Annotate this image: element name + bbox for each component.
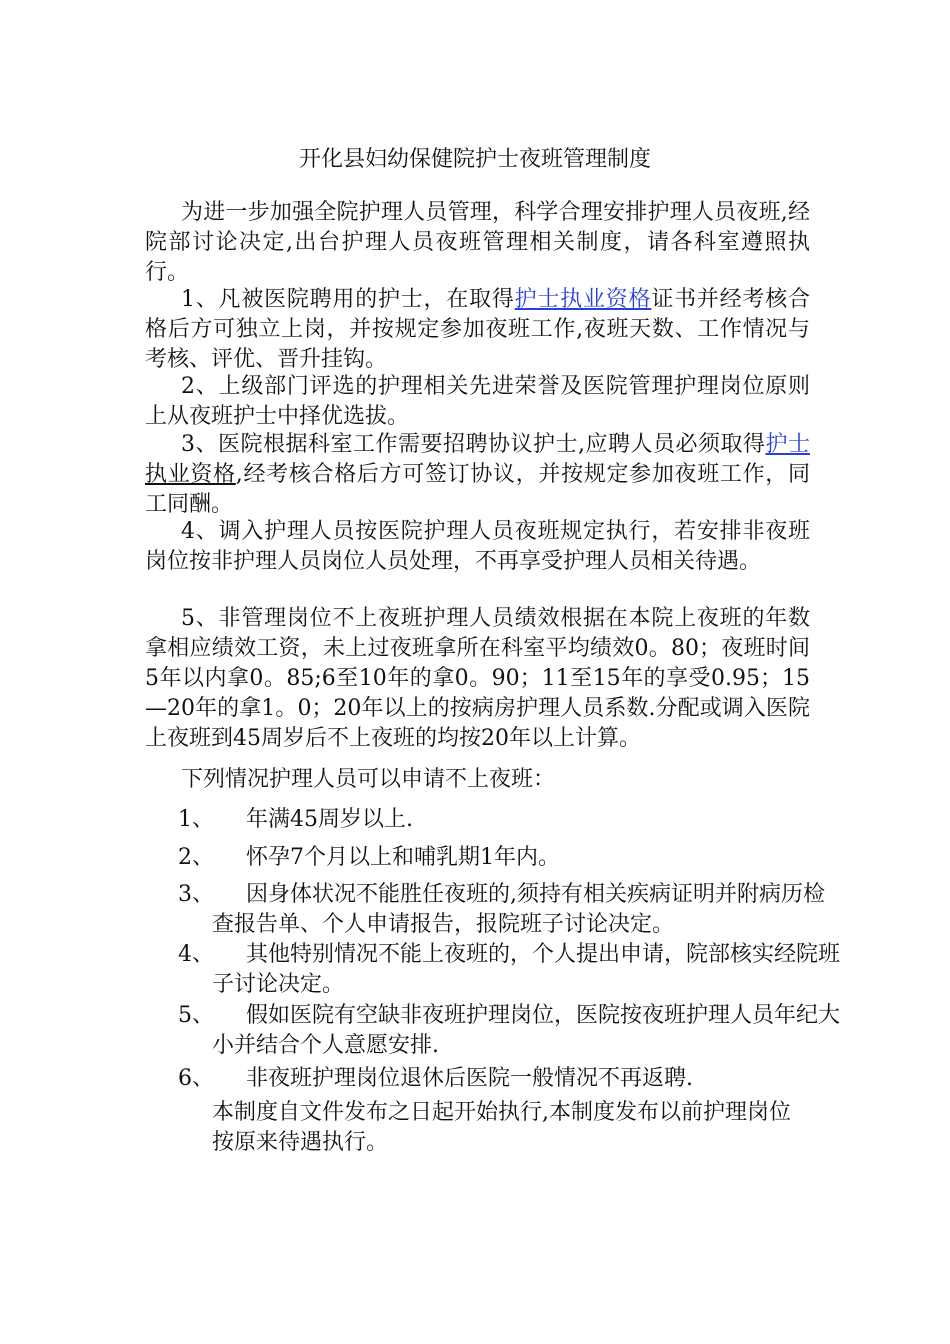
exemption-text: 因身体状况不能胜任夜班的,须持有相关疾病证明并附病历检查报告单、个人申请报告，报院班子讨论决定。 [212,882,825,937]
intro-paragraph: 为进一步加强全院护理人员管理，科学合理安排护理人员夜班,经院部讨论决定,出台护理人员夜班管理相关制度，请各科室遵照执行。 [145,200,810,285]
rule-paragraph-4: 4、调入护理人员按医院护理人员夜班规定执行，若安排非夜班岗位按非护理人员岗位人员处理，不再享受护理人员相关待遇。 [145,519,810,574]
exemption-text: 年满45周岁以上. [246,807,413,832]
exemption-item [178,805,844,835]
rule-3-text-before: 3、医院根据科室工作需要招聘协议护士,应聘人员必须取得 [181,432,766,457]
exemption-text: 假如医院有空缺非夜班护理岗位，医院按夜班护理人员年纪大小并结合个人意愿安排. [212,1003,841,1058]
exemption-item [178,880,844,940]
closing-paragraph: 本制度自文件发布之日起开始执行,本制度发布以前护理岗位按原来待遇执行。 [212,1100,791,1155]
exemption-number: 5、 [178,1003,214,1028]
rule-1-text-after: 证书并经考核合格后方可独立上岗，并按规定参加夜班工作,夜班天数、工作情况与考核、评优、晋升挂钩。 [145,287,810,372]
rule-paragraph-2: 2、上级部门评选的护理相关先进荣誉及医院管理护理岗位原则上从夜班护士中择优选拔。 [145,374,810,429]
exemption-number: 1、 [178,807,214,832]
rule-paragraph-5: 5、非管理岗位不上夜班护理人员绩效根据在本院上夜班的年数拿相应绩效工资，未上过夜班拿所在科室平均绩效0。80；夜班时间5年以内拿0。85;6至10年的拿0。90；11至15年的享受0.95；15—20年的拿1。0；20年以上的按病房护理人员系数.分配或调入医院上夜班到45周岁后不上夜班的均按20年以上计算。 [145,606,810,751]
rule-paragraph-1 [145,285,810,375]
exemption-item [178,1001,844,1061]
exemption-text: 其他特别情况不能上夜班的，个人提出申请，院部核实经院班子讨论决定。 [212,942,841,997]
rule-3-text-after: ,经考核合格后方可签订协议，并按规定参加夜班工作，同工同酬。 [145,462,810,517]
document-title: 开化县妇幼保健院护士夜班管理制度 [298,147,651,172]
exemption-number: 4、 [178,942,214,967]
license-underlined-text: 执业资格 [145,462,236,487]
rule-paragraph-3 [145,430,810,520]
exemption-item [178,940,844,1000]
exemption-number: 2、 [178,845,214,870]
exemption-text: 非夜班护理岗位退休后医院一般情况不再返聘. [246,1066,693,1091]
exemptions-heading: 下列情况护理人员可以申请不上夜班： [181,767,556,792]
nurse-link[interactable]: 护士 [765,432,810,457]
exemption-item [178,843,844,873]
nurse-license-link[interactable]: 护士执业资格 [514,287,652,312]
exemption-item [178,1064,844,1094]
rule-1-text-before: 1、凡被医院聘用的护士，在取得 [181,287,515,312]
exemption-number: 3、 [178,882,214,907]
exemption-text: 怀孕7个月以上和哺乳期1年内。 [246,845,560,870]
exemption-number: 6、 [178,1066,214,1091]
